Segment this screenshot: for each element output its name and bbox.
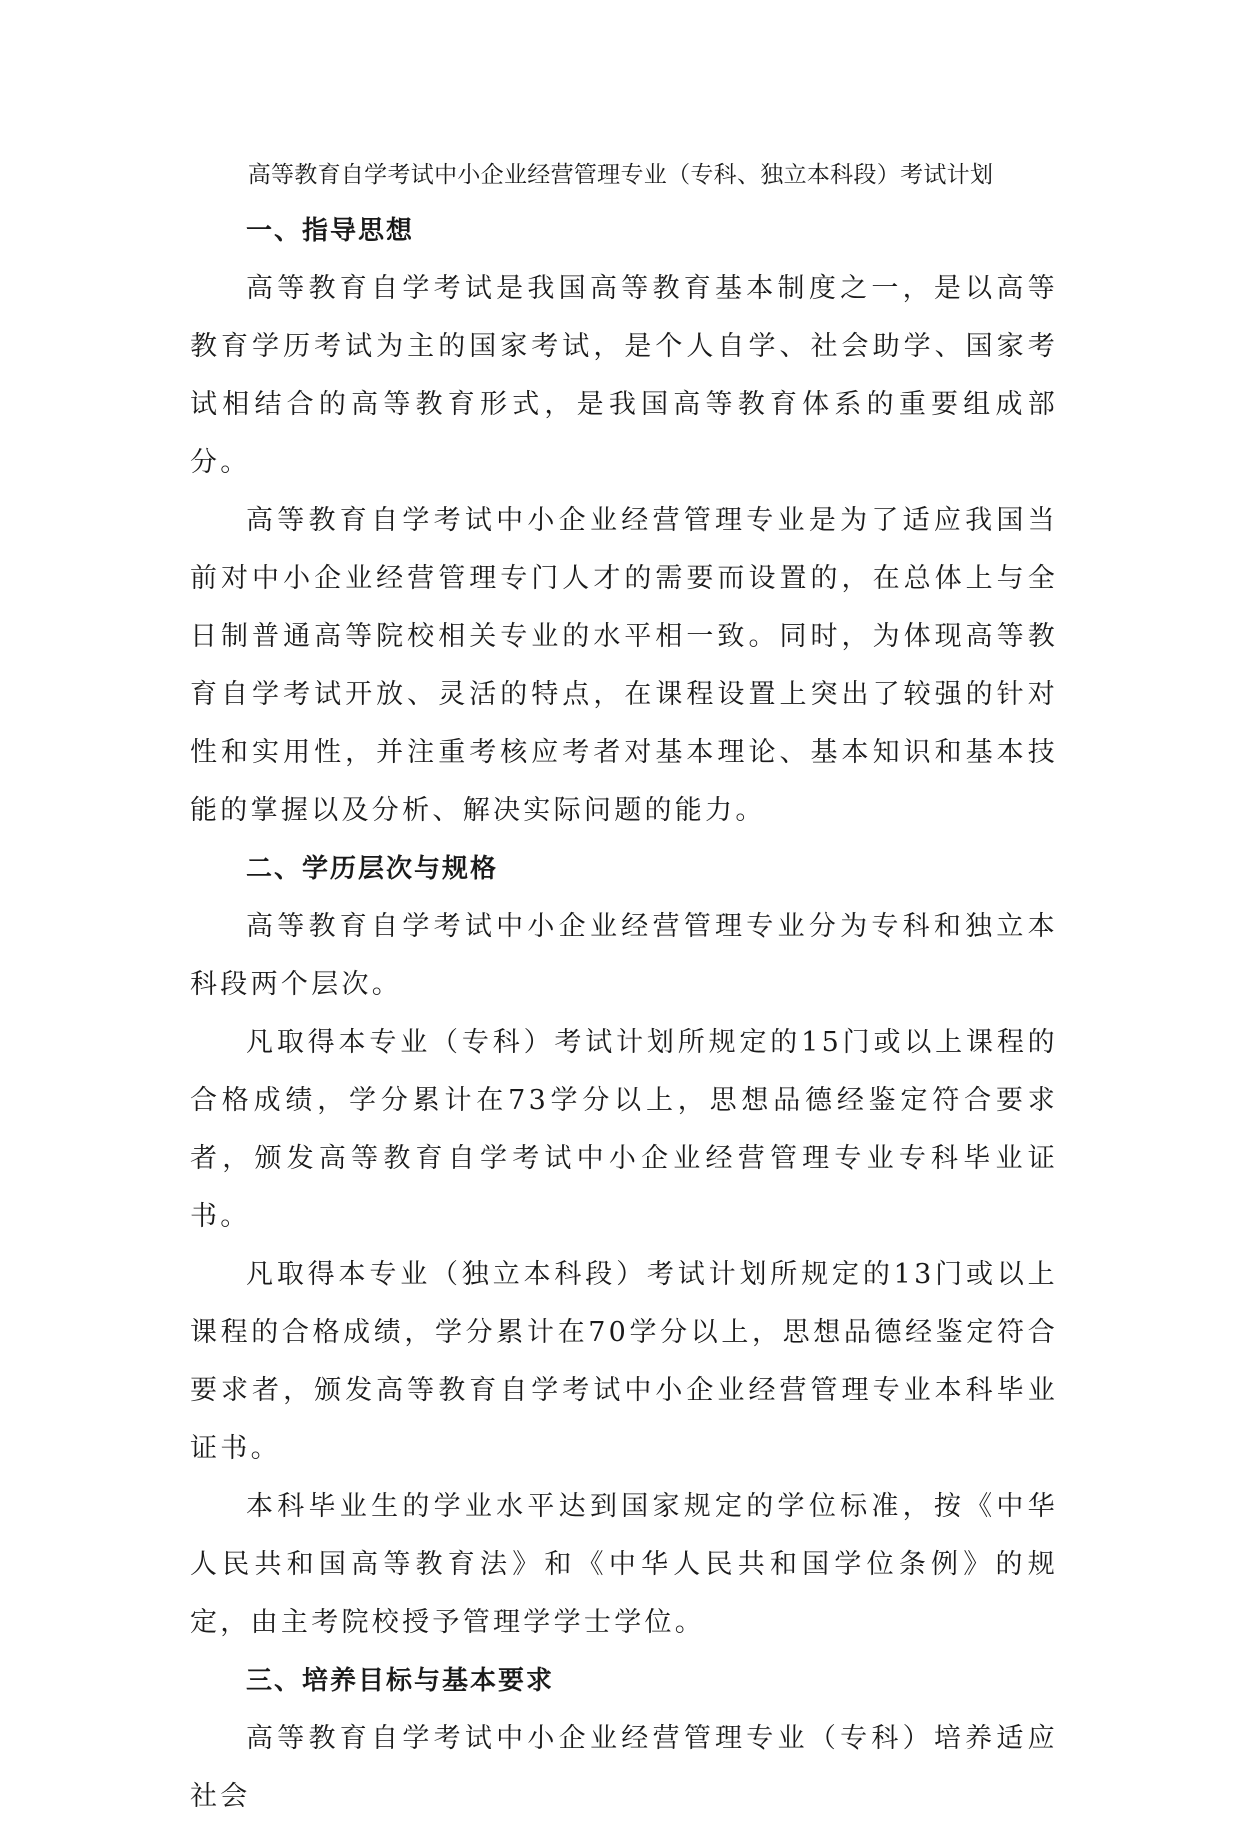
- section-guiding-ideology: [190, 202, 1058, 840]
- paragraph: 高等教育自学考试中小企业经营管理专业是为了适应我国当前对中小企业经营管理专门人才的需要而设置的，在总体上与全日制普通高等院校相关专业的水平相一致。同时，为体现高等教育自学考试开放、灵活的特点，在课程设置上突出了较强的针对性和实用性，并注重考核应考者对基本理论、基本知识和基本技能的掌握以及分析、解决实际问题的能力。: [190, 505, 1058, 826]
- section-heading: 三、培养目标与基本要求: [246, 1666, 555, 1696]
- paragraph: 凡取得本专业（独立本科段）考试计划所规定的13门或以上课程的合格成绩，学分累计在70学分以上，思想品德经鉴定符合要求者，颁发高等教育自学考试中小企业经营管理专业本科毕业证书。: [190, 1259, 1058, 1464]
- section-training-objectives: [190, 1652, 1058, 1826]
- paragraph: 本科毕业生的学业水平达到国家规定的学位标准，按《中华人民共和国高等教育法》和《中华人民共和国学位条例》的规定，由主考院校授予管理学学士学位。: [190, 1491, 1058, 1638]
- section-heading: 一、指导思想: [246, 216, 415, 246]
- document-body: [190, 202, 1058, 1826]
- paragraph: 凡取得本专业（专科）考试计划所规定的15门或以上课程的合格成绩，学分累计在73学分以上，思想品德经鉴定符合要求者，颁发高等教育自学考试中小企业经营管理专业专科毕业证书。: [190, 1027, 1058, 1232]
- paragraph: 高等教育自学考试中小企业经营管理专业分为专科和独立本科段两个层次。: [190, 911, 1058, 1000]
- section-heading: 二、学历层次与规格: [246, 854, 499, 884]
- document-title: 高等教育自学考试中小企业经营管理专业（专科、独立本科段）考试计划: [247, 162, 994, 188]
- paragraph: 高等教育自学考试中小企业经营管理专业（专科）培养适应社会: [190, 1723, 1058, 1812]
- paragraph: 高等教育自学考试是我国高等教育基本制度之一，是以高等教育学历考试为主的国家考试，是个人自学、社会助学、国家考试相结合的高等教育形式，是我国高等教育体系的重要组成部分。: [190, 273, 1058, 478]
- section-degree-levels: [190, 840, 1058, 1652]
